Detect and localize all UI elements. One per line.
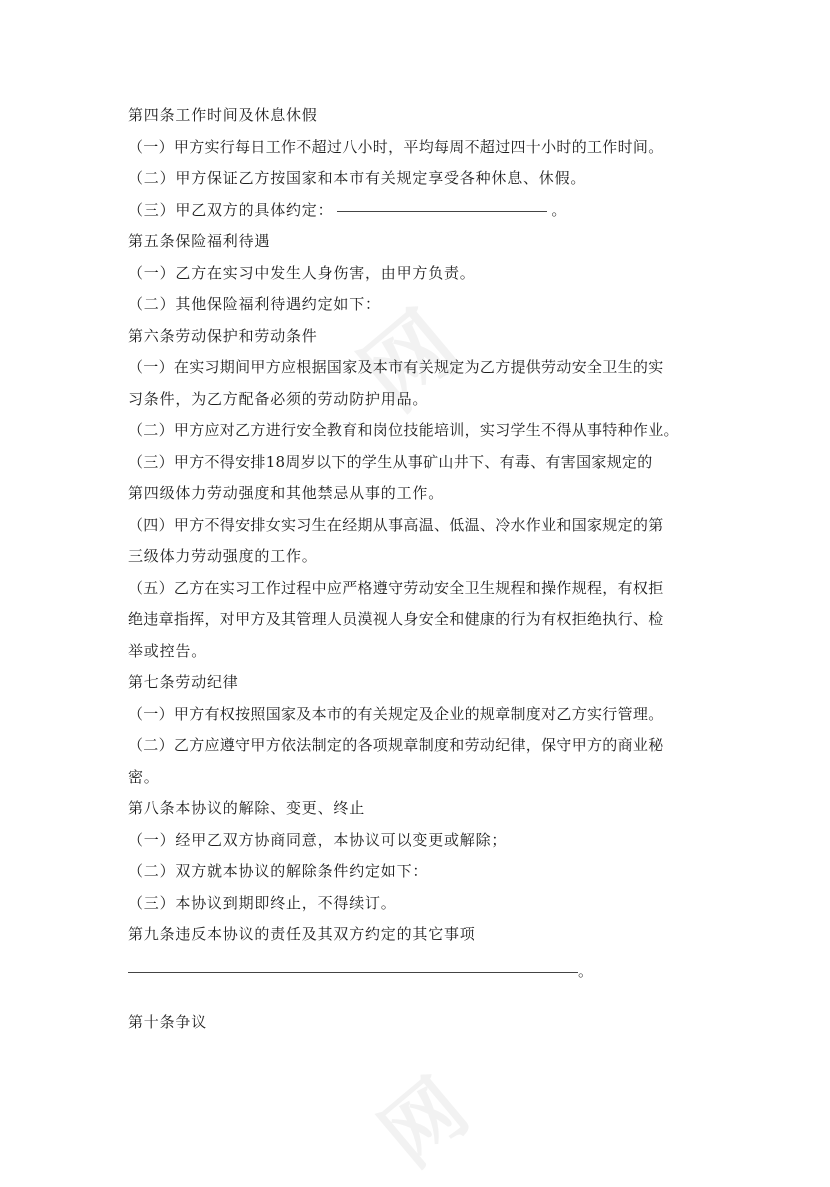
fill-in-blank[interactable] [128, 971, 578, 973]
article-heading: 第四条工作时间及休息休假 [128, 106, 318, 124]
watermark: 网 [363, 1061, 486, 1185]
article-heading: 第五条保险福利待遇 [128, 232, 271, 250]
clause: （二）其他保险福利待遇约定如下： [128, 295, 381, 313]
clause: 密。 [128, 767, 160, 786]
watermark: 网 [342, 292, 479, 431]
clause: （五）乙方在实习工作过程中应严格遵守劳动安全卫生规程和操作规程，有权拒 [128, 578, 664, 597]
clause-end: 。 [551, 200, 568, 219]
document-body [128, 100, 728, 1038]
clause-text: （三）甲乙双方的具体约定： [128, 200, 334, 219]
clause-end: 。 [578, 961, 594, 980]
clause: （一）经甲乙双方协商同意，本协议可以变更或解除； [128, 830, 508, 849]
clause: 三级体力劳动强度的工作。 [128, 547, 318, 565]
clause: 第四级体力劳动强度和其他禁忌从事的工作。 [128, 484, 445, 502]
clause-with-blank [128, 195, 728, 227]
article-heading: 第八条本协议的解除、变更、终止 [128, 799, 366, 817]
clause: （一）甲方实行每日工作不超过八小时，平均每周不超过四十小时的工作时间。 [128, 137, 664, 156]
clause: （二）双方就本协议的解除条件约定如下： [128, 862, 429, 880]
clause: 举或控告。 [128, 641, 208, 660]
clause: （三）本协议到期即终止，不得续订。 [128, 893, 397, 912]
article-heading: 第六条劳动保护和劳动条件 [128, 326, 318, 345]
clause: （二）甲方应对乙方进行安全教育和岗位技能培训，实习学生不得从事特种作业。 [128, 421, 679, 439]
clause: 习条件，为乙方配备必须的劳动防护用品。 [128, 389, 429, 408]
clause: 绝违章指挥，对甲方及其管理人员漠视人身安全和健康的行为有权拒绝执行、检 [128, 610, 664, 628]
article-heading: 第七条劳动纪律 [128, 673, 239, 691]
article-heading: 第十条争议 [128, 1012, 208, 1031]
clause: （三）甲方不得安排18周岁以下的学生从事矿山井下、有毒、有害国家规定的 [128, 452, 653, 471]
fill-in-blank[interactable] [337, 210, 547, 212]
blank-line [128, 951, 728, 991]
clause: （一）乙方在实习中发生人身伤害，由甲方负责。 [128, 263, 476, 282]
article-heading: 第九条违反本协议的责任及其双方约定的其它事项 [128, 925, 476, 943]
clause: （四）甲方不得安排女实习生在经期从事高温、低温、冷水作业和国家规定的第 [128, 515, 664, 534]
clause: （一）在实习期间甲方应根据国家及本市有关规定为乙方提供劳动安全卫生的实 [128, 358, 664, 376]
clause: （二）乙方应遵守甲方依法制定的各项规章制度和劳动纪律，保守甲方的商业秘 [128, 736, 664, 754]
clause: （二）甲方保证乙方按国家和本市有关规定享受各种休息、休假。 [128, 169, 587, 187]
clause: （一）甲方有权按照国家及本市的有关规定及企业的规章制度对乙方实行管理。 [128, 704, 664, 723]
